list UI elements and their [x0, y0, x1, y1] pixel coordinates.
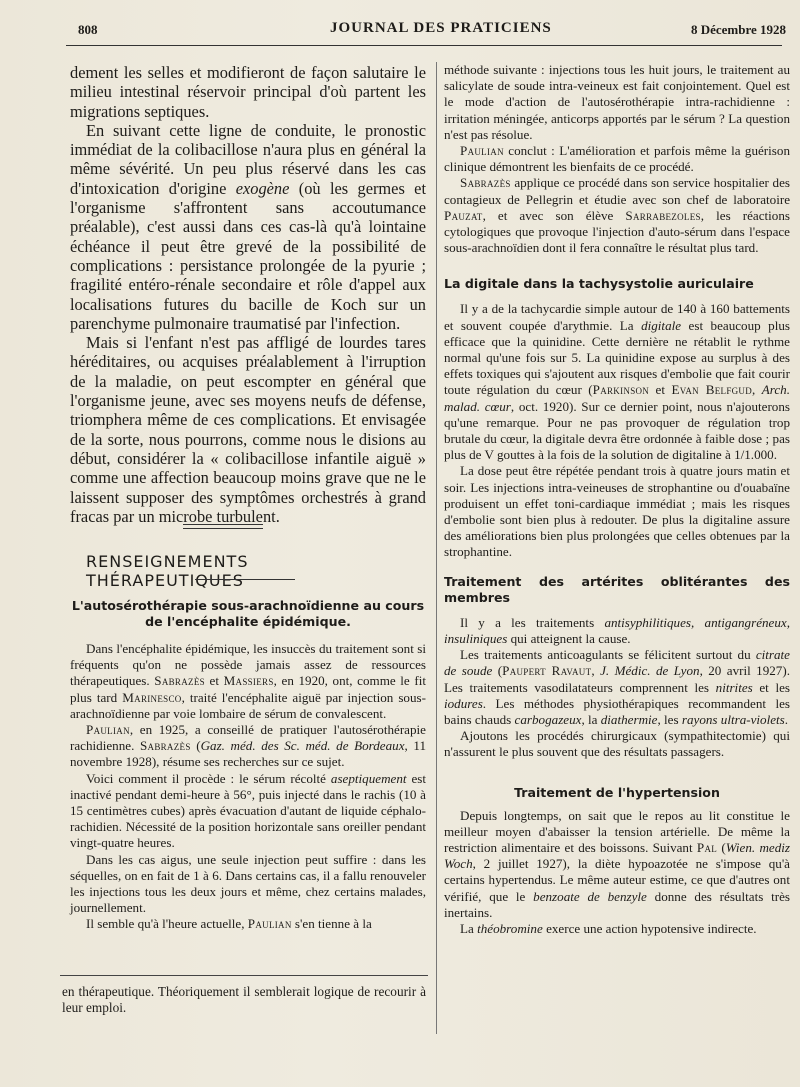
paragraph: Il y a de la tachycardie simple autour de 140 à 160 battements et souvent coupée d'arythmie. La digitale est beaucoup plus efficace que la quinidine. Cette dernière ne rétablit le rythme normal qu'une fois sur 5. La quinidine expose au surplus à des effets toxiques qui s'ajoutent aux risques d'embolie que fait courir toute régulation du cœur (Parkinson et Evan Belfgud, Arch. malad. cœur, oct. 1920). Sur ce dernier point, nous n'ajouterons qu'une remarque. Pour ne pas provoquer de régulation trop brutale du cœur, la digitale devra être ordonnée à faible dose ; pas plus de V gouttes à la fois de la solution de digitaline à 1/1.000.: [444, 301, 790, 463]
section-title: RENSEIGNEMENTS THÉRAPEUTIQUES: [86, 552, 249, 590]
page-number: 808: [78, 22, 98, 37]
page-header: [60, 20, 786, 42]
paragraph: En suivant cette ligne de conduite, le pronostic immédiat de la colibacillose n'aura plus en général la même sévérité. Un peu plus réservé dans les cas d'intoxication d'origine exogène (où les germes et l'organisme s'affrontent sans accoutumance préalable), c'est aussi dans ces cas-là qu'à lointaine échéance il peut être grevé de la possibilité de complications : persistance prolongée de la pyurie ; fragilité entéro-rénale secondaire et rôle d'appel aux localisations futures du bacille de Koch sur un parenchyme pulmonaire traumatisé par l'infection.: [70, 120, 427, 333]
article-heading: Traitement des artérites oblitérantes des membres: [444, 573, 790, 605]
article-heading: L'autosérothérapie sous-arachnoïdienne au cours de l'encéphalite épidémique.: [71, 598, 425, 629]
double-rule-top: [183, 524, 263, 525]
header-rule: [66, 45, 782, 46]
footer-rule: [60, 975, 428, 976]
paragraph: Il y a les traitements antisyphilitiques, antigangréneux, insuliniques qui atteignent la cause.: [444, 614, 790, 646]
paragraph: méthode suivante : injections tous les huit jours, le traitement au salicylate de soude intra-veineux est fait conjointement. Quel est le mode d'action de l'autosérothérapie intra-rachidienne : irritation méningée, anticorps apportés par le sérum ? La question n'est pas résolue.: [444, 62, 790, 142]
paragraph: Depuis longtemps, on sait que le repos au lit constitue le meilleur moyen d'abaisser la tension artérielle. De même la restriction alimentaire et des boissons. Suivant Pal (Wien. mediz Woch, 2 juillet 1927), la diète hypoazotée ne s'impose qu'à certains hypertendus. Le même auteur estime, ce que d'autres ont vérifié, que le benzoate de benzyle donne des résultats très inertains.: [444, 807, 791, 920]
paragraph: Paulian conclut : L'amélioration et parfois même la guérison clinique démontrent les bienfaits de ce procédé.: [444, 143, 790, 175]
right-column-body: [444, 62, 790, 937]
paragraph: Les traitements anticoagulants se félicitent surtout du citrate de soude (Paupert Ravaut, J. Médic. de Lyon, 20 avril 1927). Les traitements vasodilatateurs comprennent les nitrites et les iodures. Les méthodes physiothérapiques recommandent les bains chauds carbogazeux, la diathermie, les rayons ultra-violets.: [444, 647, 790, 727]
footer-continuation: en thérapeutique. Théoriquement il semblerait logique de recourir à leur emploi.: [62, 984, 426, 1016]
paragraph: Il semble qu'à l'heure actuelle, Paulian s'en tienne à la: [86, 916, 372, 932]
issue-date: 8 Décembre 1928: [690, 22, 786, 37]
column-divider: [436, 62, 437, 1034]
left-column-article: [70, 598, 426, 933]
paragraph: Sabrazès applique ce procédé dans son service hospitalier des contagieux de Pellegrin et étudie avec son chef de laboratoire Pauzat, et avec son élève Sarrabezoles, les réactions cytologiques que provoque l'injection d'auto-sérum dans l'espace sous-arachnoïdien dont il fera connaître le résultat plus tard.: [444, 175, 790, 256]
paragraph: Ajoutons les procédés chirurgicaux (sympathitectomie) qui n'assurent le plus souvent que des résultats passagers.: [444, 728, 790, 760]
article-heading: La digitale dans la tachysystolie auriculaire: [444, 276, 754, 292]
journal-title: JOURNAL DES PRATICIENS: [330, 20, 552, 36]
left-column-body: [70, 63, 426, 526]
double-rule-bottom: [183, 528, 263, 529]
paragraph: Voici comment il procède : le sérum récolté aseptiquement est inactivé pendant demi-heure à 56°, puis injecté dans le rachis (10 à 15 centimètres cubes) après évacuation d'autant de liquide céphalo-rachidien. Nécessité de la position horizontale sans oreiller pendant vingt-quatre heures.: [70, 770, 426, 851]
paragraph: La dose peut être répétée pendant trois à quatre jours matin et soir. Les injections intra-veineuses de strophantine ou d'ouabaïne produisent un effet toni-cardiaque immédiat ; mais les risques d'embolie sont bien plus à redouter. De plus la digitaline assure des améliorations bien plus prolongées que celles obtenues par la strophantine.: [444, 463, 790, 560]
paragraph: Mais si l'enfant n'est pas affligé de lourdes tares héréditaires, ou acquises préalablement à l'irruption de la maladie, on peut escompter en général que l'organisme jeune, avec ses moyens neufs de défense, triomphera même de ces complications. Et envisagée de la sorte, nous pourrons, comme nous le disions au début, considérer la « colibacillose infantile aiguë » comme une affection beaucoup moins grave que ne le laissent supposer des symptômes orchestrés à grand fracas par un microbe turbulent.: [70, 333, 426, 526]
paragraph: Dans les cas aigus, une seule injection peut suffire : dans les séquelles, on en fait de 1 à 6. Dans certains cas, il a fallu renouveler les injections tous les deux jours et même, chez certains malades, journellement.: [70, 851, 426, 916]
paragraph: Dans l'encéphalite épidémique, les insuccès du traitement sont si fréquents qu'on ne possède jamais assez de ressources thérapeutiques. Sabrazès et Massiers, en 1920, ont, comme le fit plus tard Marinesco, traité l'encéphalite aiguë par injection sous-arachnoïdienne par voie lombaire de sérum de convalescent.: [70, 641, 426, 721]
paragraph: Paulian, en 1925, a conseillé de pratiquer l'autosérothérapie rachidienne. Sabrazès (Gaz. méd. des Sc. méd. de Bordeaux, 11 novembre 1928), résume ses recherches sur ce sujet.: [70, 722, 426, 770]
paragraph: La théobromine exerce une action hypotensive indirecte.: [460, 920, 757, 936]
article-heading: Traitement de l'hypertension: [514, 784, 720, 800]
section-title-underline: [195, 579, 295, 580]
paragraph: dement les selles et modifieront de façon salutaire le milieu intestinal réservoir principal d'où partent les migrations septiques.: [70, 63, 426, 121]
